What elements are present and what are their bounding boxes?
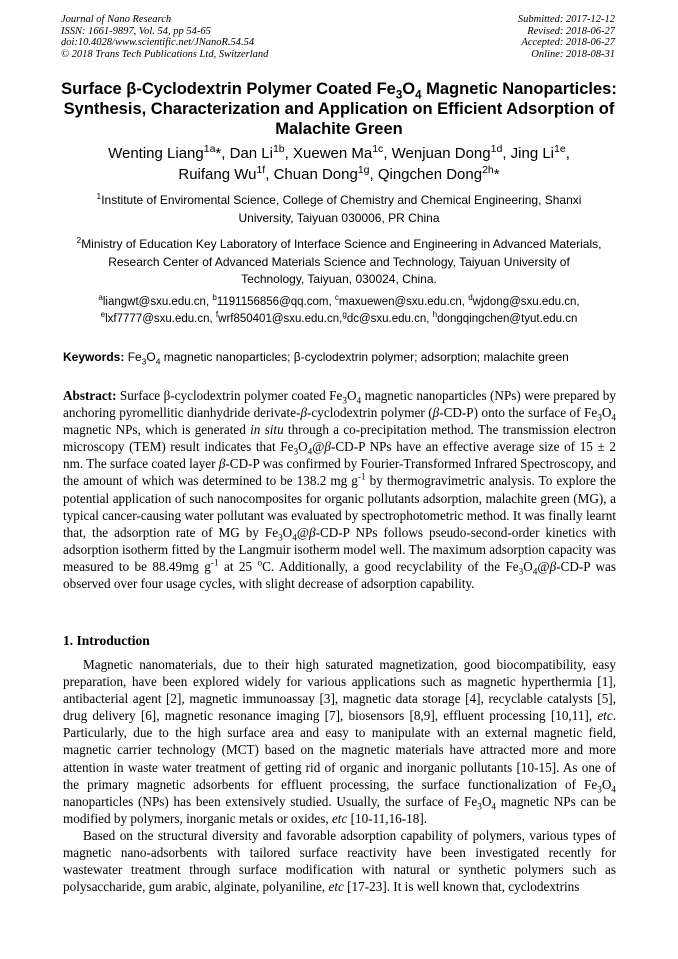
author: Wenting Liang — [108, 145, 204, 162]
issn: ISSN: 1661-9897, Vol. 54, pp 54-65 — [61, 25, 211, 37]
author: Xuewen Ma — [293, 145, 373, 162]
email-link[interactable]: maxuewen@sxu.edu.cn — [338, 296, 462, 308]
paper-title: Surface β-Cyclodextrin Polymer Coated $Fe_3O_4$ Magnetic Nanoparticles: Synthesis, Characterization and Application on Efficient Adsorption of Malachite Green — [61, 80, 617, 138]
author: Ruifang Wu — [178, 165, 257, 183]
email-link[interactable]: dongqingchen@tyut.edu.cn — [437, 313, 578, 325]
doi: doi:10.4028/www.scientific.net/JNanoR.54.54 — [61, 37, 255, 48]
introduction-body — [63, 656, 616, 895]
abstract: Abstract: Surface β-cyclodextrin polymer coated $Fe_3O_4$ magnetic nanoparticles (NPs) were prepared by anchoring pyromellitic dianhydride derivate-β-cyclodextrin polymer (β-CD-P) onto the surface of $Fe_3O_4$ magnetic NPs, which is generated in situ through a co-precipitation method. The transmission electron microscopy (TEM) result indicates that $Fe_3O_4@\beta-CD-P$ NPs have an effective average size of 15 ± 2 nm. The surface coated layer β-CD-P was confirmed by Fourier-Transformed Infrared Spectroscopy, and the amount of which was determined to be 138.2 mg $g^{-1}$ by thermogravimetric analysis. To explore the potential application of such nanocomposites for organic pollutants adsorption, malachite green (MG), a typical cancer-causing water pollutant was evaluated by spectrophotometric method. It was finally learnt that, the adsorption rate of MG by $Fe_3O_4@\beta-CD-P$ NPs follows pseudo-second-order kinetics with adsorption isotherm fitted by the Langmuir isotherm model well. The maximum adsorption capacity was measured to be 88.49mg $g^{-1}$ at 25 $^o$C. Additionally, a good recyclability of the $Fe_3O_4@\beta-CD-P$ was observed over four usage cycles, with slight decrease of adsorption capability. — [63, 388, 617, 592]
intro-paragraph-2: Based on the structural diversity and favorable adsorption capability of polymers, various types of magnetic nano-adsorbents with tailored surface reactivity have been investigated recently for wastewater treatment through surface modification with natural or synthetic polymers such as polysaccharide, gum arabic, alginate, polyaniline, etc [17-23]. It is well known that, cyclodextrins — [63, 827, 616, 895]
author: Wenjuan Dong — [391, 145, 491, 162]
author: Qingchen Dong — [377, 165, 483, 183]
keywords-label: Keywords: — [63, 350, 125, 364]
accepted-date: Accepted: 2018-06-27 — [521, 37, 615, 48]
keywords: Keywords: $Fe_3O_4$ magnetic nanoparticles; β-cyclodextrin polymer; adsorption; malachite green — [63, 350, 569, 367]
submitted-date: Submitted: 2017-12-12 — [517, 14, 615, 25]
email-link[interactable]: 1191156856@qq.com — [216, 296, 329, 308]
email-link[interactable]: dc@sxu.edu.cn — [346, 313, 427, 325]
copyright: © 2018 Trans Tech Publications Ltd, Switzerland — [61, 48, 269, 60]
author-list: Wenting Liang$^{1a}$*, Dan $Li^{1b}$, Xuewen $Ma^{1c}$, Wenjuan Dong$^{1d}$, Jing $Li^{1e}$, Ruifang $Wu^{1f}$, Chuan Dong$^{1g}$, Qingchen Dong$^{2h}$* — [108, 143, 570, 183]
revised-date: Revised: 2018-06-27 — [527, 25, 615, 37]
email-link[interactable]: lxf7777@sxu.edu.cn — [105, 313, 210, 325]
email-link[interactable]: wrf850401@sxu.edu.cn — [218, 313, 340, 325]
author: Chuan Dong — [273, 165, 358, 183]
affiliation-2: $^2$Ministry of Education Key Laboratory of Interface Science and Engineering in Advanced Materials, Research Center of Advanced Materials Science and Technology, Taiyuan University of Technology, Taiyuan, 030024, China. — [76, 235, 602, 286]
online-date: Online: 2018-08-31 — [531, 48, 615, 60]
section-heading: 1. Introduction — [63, 633, 150, 648]
journal-info — [61, 14, 268, 60]
intro-paragraph-1: Magnetic nanomaterials, due to their high saturated magnetization, good biocompatibility, easy preparation, have been explored widely for various applications such as magnetic hyperthermia [1], antibacterial agent [2], magnetic immunoassay [3], magnetic data storage [4], recyclable catalysts [5], drug delivery [6], magnetic resonance imaging [7], biosensors [8,9], effluent processing [10,11], etc. Particularly, due to the high surface area and easy to manipulate with an external magnetic field, magnetic carrier technology (MCT) based on the magnetic materials have attracted more and more attention in waste water treatment of getting rid of organic and inorganic pollutants [10-15]. As one of the primary magnetic adsorbents for effluent processing, the surface functionalization of $Fe_3O_4$ nanoparticles (NPs) has been extensively studied. Usually, the surface of $Fe_3O_4$ magnetic NPs can be modified by polymers, inorganic metals or oxides, etc [10-11,16-18]. — [63, 657, 616, 826]
journal-name: Journal of Nano Research — [61, 14, 172, 25]
email-link[interactable]: wjdong@sxu.edu.cn — [472, 296, 577, 308]
email-link[interactable]: liangwt@sxu.edu.cn — [102, 296, 206, 308]
email-list: $^a$liangwt@sxu.edu.cn, $^b$1191156856@qq.com, $^c$maxuewen@sxu.edu.cn, $^d$wjdong@sxu.edu.cn, $^e$lxf7777@sxu.edu.cn, $^f$wrf850401@sxu.edu.cn,$^g$dc@sxu.edu.cn, $^h$dongqingchen@tyut.edu.cn — [98, 293, 580, 325]
abstract-label: Abstract: — [63, 388, 117, 403]
author: Dan Li — [229, 145, 273, 162]
author: Jing Li — [510, 145, 555, 162]
dates-info — [518, 14, 615, 60]
affiliation-1: $^1$Institute of Enviromental Science, College of Chemistry and Chemical Engineering, Shanxi University, Taiyuan 030006, PR China — [96, 191, 582, 225]
